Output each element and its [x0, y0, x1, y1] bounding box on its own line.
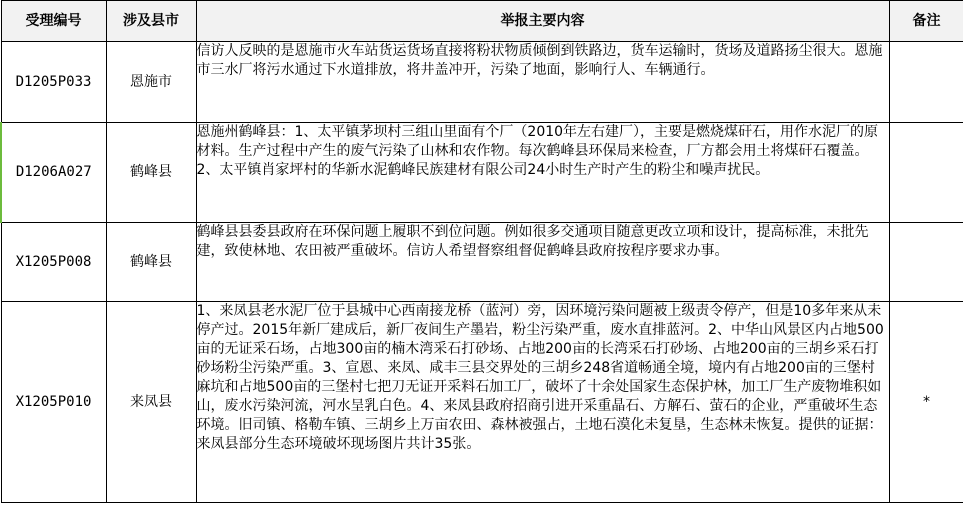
cell-content: 1、来凤县老水泥厂位于县城中心西南接龙桥（蓝河）旁，因环境污染问题被上级责令停产，但是10多年来从未停产过。2015年新厂建成后，新厂夜间生产墨岩，粉尘污染严重，废水直排蓝河。2、中华山风景区内占地500亩的无证采石场，占地300亩的楠木湾采石打砂场、占地200亩的长湾采石打砂场、占地200亩的三胡乡采石打砂场粉尘污染严重。3、宣恩、来凤、咸丰三县交界处的三胡乡248省道畅通全境，境内有占地200亩的三堡村麻坑和占地500亩的三堡村七把刀无证开采料石加工厂，破坏了十余处国家生态保护林，加工厂生产废物堆积如山，废水污染河流，河水呈乳白色。4、来凤县政府招商引进开采重晶石、方解石、萤石的企业，严重破坏生态环境。旧司镇、格勒车镇、三胡乡上万亩农田、森林被强占，土地石漠化未复垦，生态林未恢复。提供的证据：来凤县部分生态环境破坏现场图片共计35张。	[196, 302, 889, 503]
table-row	[1, 123, 963, 223]
cell-county: 恩施市	[106, 42, 196, 123]
cell-note	[889, 42, 963, 123]
table-row	[1, 42, 963, 123]
cell-county: 来凤县	[106, 302, 196, 503]
cell-id: D1205P033	[1, 42, 106, 123]
header-note: 备注	[889, 1, 963, 42]
header-id: 受理编号	[1, 1, 106, 42]
table-row	[1, 223, 963, 302]
cell-content: 鹤峰县县委县政府在环保问题上履职不到位问题。例如很多交通项目随意更改立项和设计，提高标准，未批先建，致使林地、农田被严重破坏。信访人希望督察组督促鹤峰县政府按程序要求办事。	[196, 223, 889, 302]
cell-id: D1206A027	[1, 123, 106, 223]
cell-note: *	[889, 302, 963, 503]
header-county: 涉及县市	[106, 1, 196, 42]
table-header-row	[1, 1, 963, 42]
cell-id: X1205P010	[1, 302, 106, 503]
cell-content: 信访人反映的是恩施市火车站货运货场直接将粉状物质倾倒到铁路边，货车运输时，货场及道路扬尘很大。恩施市三水厂将污水通过下水道排放，将井盖冲开，污染了地面，影响行人、车辆通行。	[196, 42, 889, 123]
cell-county: 鹤峰县	[106, 223, 196, 302]
cell-note	[889, 223, 963, 302]
cell-content: 恩施州鹤峰县：1、太平镇茅坝村三组山里面有个厂（2010年左右建厂），主要是燃烧煤矸石，用作水泥厂的原材料。生产过程中产生的废气污染了山林和农作物。每次鹤峰县环保局来检查，厂方都会用土将煤矸石覆盖。2、太平镇肖家坪村的华新水泥鹤峰民族建材有限公司24小时生产时产生的粉尘和噪声扰民。	[196, 123, 889, 223]
cell-county: 鹤峰县	[106, 123, 196, 223]
table-row	[1, 302, 963, 503]
cell-id: X1205P008	[1, 223, 106, 302]
cell-note	[889, 123, 963, 223]
header-content: 举报主要内容	[196, 1, 889, 42]
